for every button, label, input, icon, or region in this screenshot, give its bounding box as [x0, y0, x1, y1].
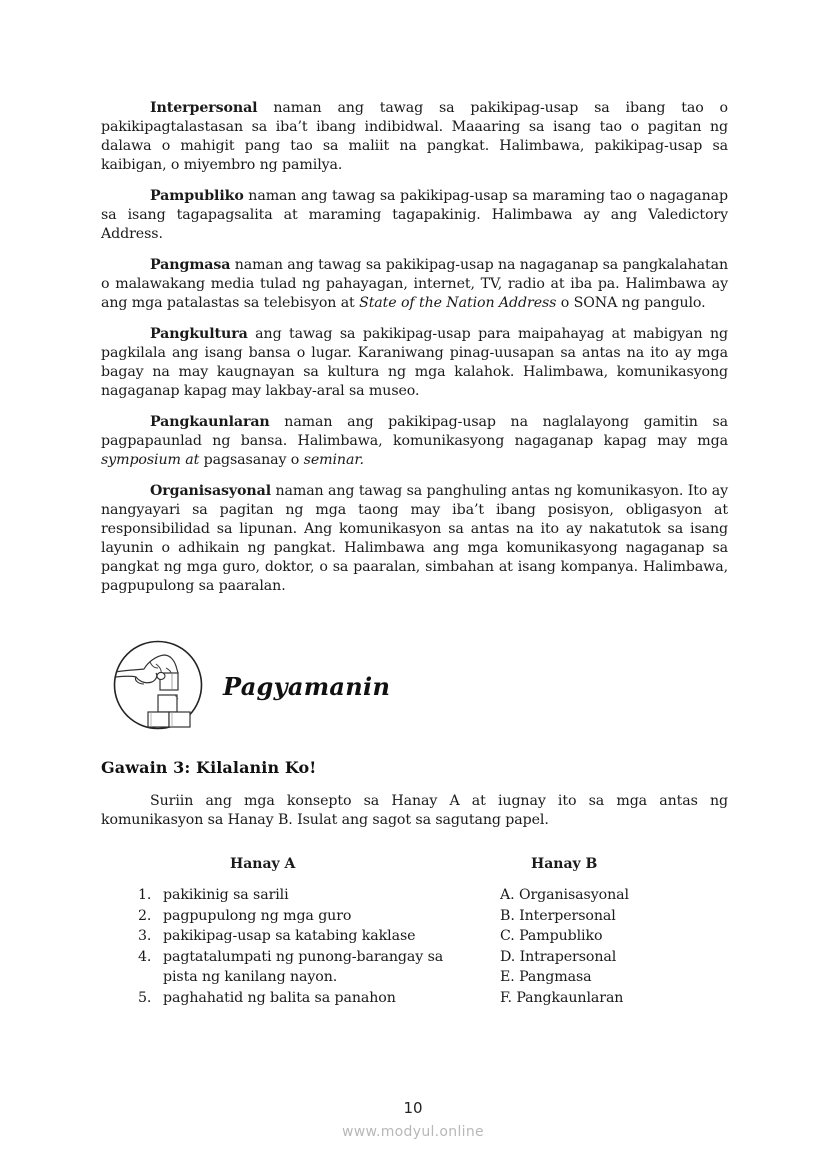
item-text: pagtatalumpati ng punong-barangay sa pista ng kanilang nayon.	[163, 948, 444, 986]
paragraph-text: naman ang tawag sa pakikipag-usap sa maraming tao o nagaganap sa isang tagapagsalita at maraming tagapakinig. Halimbawa ay ang Valedictory Address.	[101, 188, 728, 242]
list-item	[138, 926, 468, 947]
list-item	[138, 947, 468, 988]
paragraph-text: pagsasanay o	[199, 452, 304, 468]
item-text: pakikinig sa sarili	[163, 887, 289, 903]
activity-title: Gawain 3: Kilalanin Ko!	[101, 758, 317, 777]
italic-phrase: seminar.	[303, 452, 364, 468]
paragraph-organisasyonal	[101, 482, 728, 596]
paragraph-pampubliko	[101, 187, 728, 244]
paragraph-text: naman ang tawag sa pakikipag-usap na nagaganap sa pangkalahatan o malawakang media tulad ng pahayagan, internet, TV, radio at iba pa. Halimbawa ay ang mga patalastas sa telebisyon at	[101, 257, 728, 311]
paragraph-text: naman ang pakikipag-usap na naglalayong gamitin sa pagpapaunlad ng bansa. Halimbawa, komunikasyong nagaganap kapag may mga	[101, 414, 728, 449]
list-item: D. Intrapersonal	[500, 948, 617, 965]
column-a-header: Hanay A	[230, 856, 296, 872]
column-a-list	[138, 885, 468, 1009]
paragraph-text: naman ang tawag sa panghuling antas ng komunikasyon. Ito ay nangyayari sa pagitan ng mga taong may iba’t ibang posisyon, obligasyon at responsibilidad sa lipunan. Ang komunikasyon sa antas na ito ay nakatutok sa isang layunin o adhikain ng pangkat. Halimbawa ang mga komunikasyong nagaganap sa pangkat ng mga guro, doktor, o sa paaralan, simbahan at isang kompanya. Halimbawa, pagpupulong sa paaralan.	[101, 483, 728, 594]
list-item: F. Pangkaunlaran	[500, 989, 624, 1006]
item-number: 4.	[138, 948, 152, 965]
section-header-pagyamanin	[112, 639, 390, 731]
page-number: 10	[403, 1099, 423, 1117]
term-pampubliko: Pampubliko	[150, 188, 244, 204]
term-interpersonal: Interpersonal	[150, 100, 258, 116]
paragraph-text: ang tawag sa pakikipag-usap para maipahayag at mabigyan ng pagkilala ang isang bansa o lugar. Karaniwang pinag-uusapan sa antas na ito ay mga bagay na may kaugnayan sa kultura ng mga kalahok. Halimbawa, komunikasyong nagaganap kapag may lakbay-aral sa museo.	[101, 326, 728, 399]
item-text: paghahatid ng balita sa panahon	[163, 989, 396, 1006]
paragraph-pangmasa	[101, 256, 728, 313]
column-b-header: Hanay B	[531, 856, 598, 872]
list-item: E. Pangmasa	[500, 969, 592, 986]
item-number: 3.	[138, 928, 152, 945]
item-number: 1.	[138, 887, 152, 903]
paragraph-pangkaunlaran	[101, 413, 728, 470]
lesson-body	[101, 99, 728, 608]
column-b-list	[500, 885, 720, 1009]
activity-instructions: Suriin ang mga konsepto sa Hanay A at iugnay ito sa mga antas ng komunikasyon sa Hanay B. Isulat ang sagot sa sagutang papel.	[101, 793, 728, 828]
term-pangkultura: Pangkultura	[150, 326, 248, 342]
list-item	[138, 906, 468, 927]
list-item: B. Interpersonal	[500, 907, 616, 924]
watermark: www.modyul.online	[342, 1124, 484, 1140]
paragraph-interpersonal	[101, 99, 728, 175]
term-pangmasa: Pangmasa	[150, 257, 231, 273]
item-text: pagpupulong ng mga guro	[163, 907, 352, 924]
list-item: C. Pampubliko	[500, 928, 603, 945]
item-number: 2.	[138, 907, 152, 924]
paragraph-pangkultura	[101, 325, 728, 401]
term-pangkaunlaran: Pangkaunlaran	[150, 414, 270, 430]
italic-phrase: State of the Nation Address	[359, 295, 557, 311]
term-organisasyonal: Organisasyonal	[150, 483, 272, 499]
list-item	[138, 885, 468, 906]
hand-stacking-blocks-icon	[112, 640, 204, 730]
list-item: A. Organisasyonal	[500, 887, 629, 903]
section-title: Pagyamanin	[223, 671, 391, 701]
item-text: pakikipag-usap sa katabing kaklase	[163, 928, 416, 945]
paragraph-text: naman ang tawag sa pakikipag-usap sa ibang tao o pakikipagtalastasan sa iba’t ibang indibidwal. Maaaring sa isang tao o pagitan ng dalawa o mahigit pang tao sa maliit na pangkat. Halimbawa, pakikipag-usap sa kaibigan, o miyembro ng pamilya.	[101, 100, 728, 173]
paragraph-text: o SONA ng pangulo.	[556, 295, 706, 311]
list-item	[138, 988, 468, 1009]
italic-phrase: symposium at	[101, 452, 200, 468]
item-number: 5.	[138, 989, 152, 1006]
